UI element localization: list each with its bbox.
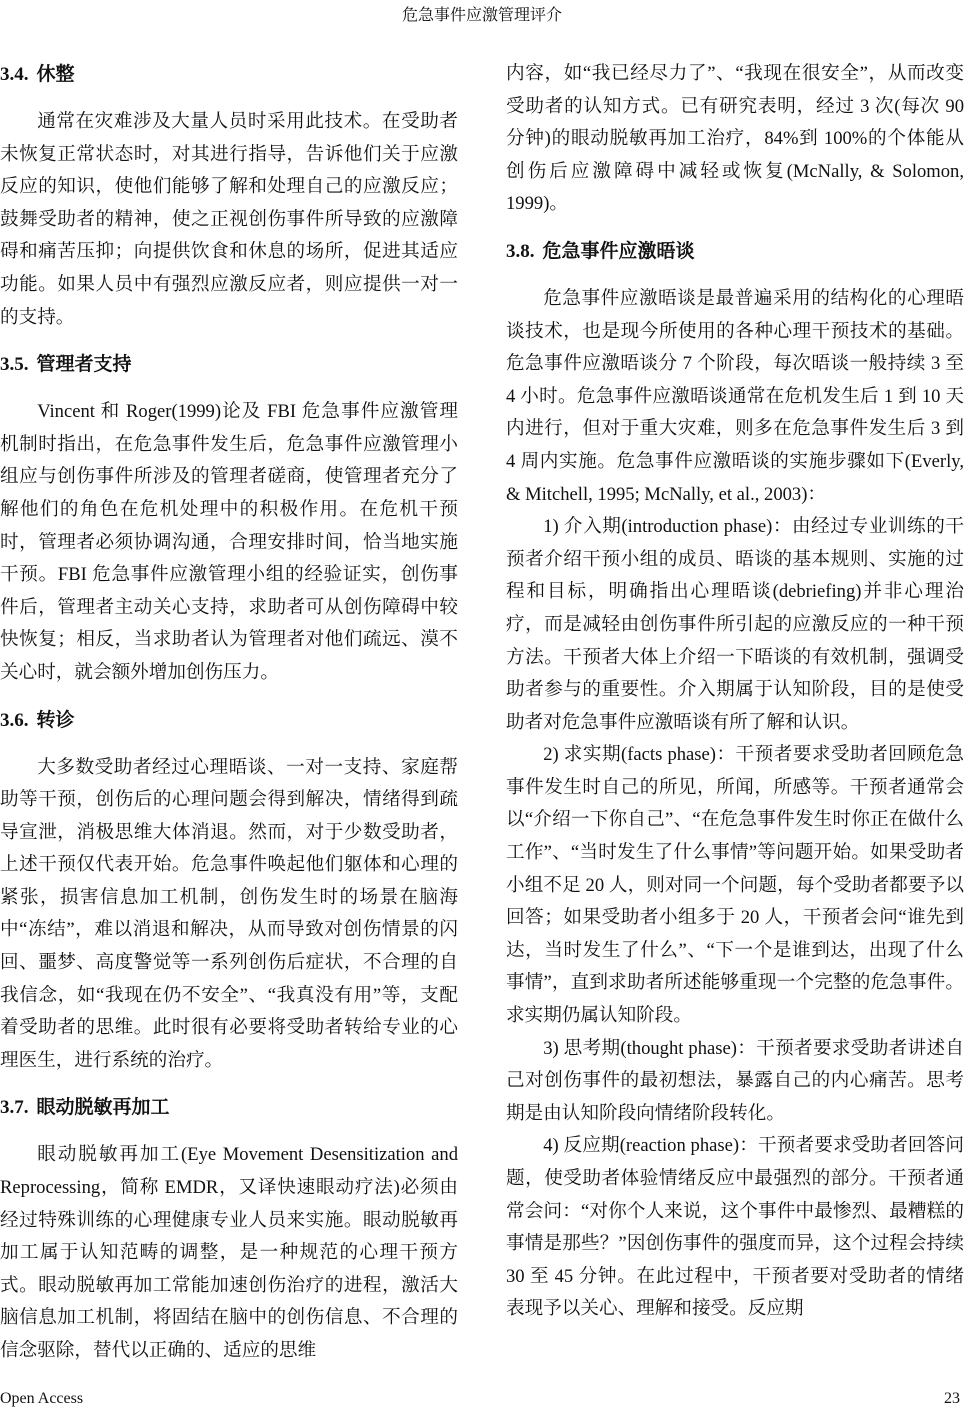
footer-page-number: 23	[944, 1390, 960, 1407]
section-heading	[0, 348, 458, 382]
section-number: 3.7.	[0, 1097, 29, 1119]
paragraph: 通常在灾难涉及大量人员时采用此技术。在受助者未恢复正常状态时，对其进行指导，告诉他们关于应激反应的知识，使他们能够了解和处理自己的应激反应；鼓舞受助者的精神，使之正视创伤事件所导致的应激障碍和痛苦压抑；向提供饮食和休息的场所，促进其适应功能。如果人员中有强烈应激反应者，则应提供一对一的支持。	[0, 111, 458, 328]
paragraph: 1) 介入期(introduction phase)：由经过专业训练的干预者介绍干预小组的成员、晤谈的基本规则、实施的过程和目标，明确指出心理晤谈(debriefing)并非心理治疗，而是减轻由创伤事件所引起的应激反应的一种干预方法。干预者大体上介绍一下晤谈的有效机制，强调受助者参与的重要性。介入期属于认知阶段，目的是使受助者对危急事件应激晤谈有所了解和认识。	[506, 516, 964, 733]
paragraph: 3) 思考期(thought phase)：干预者要求受助者讲述自己对创伤事件的最初想法，暴露自己的内心痛苦。思考期是由认知阶段向情绪阶段转化。	[506, 1037, 964, 1124]
paragraph: 大多数受助者经过心理晤谈、一对一支持、家庭帮助等干预，创伤后的心理问题会得到解决，情绪得到疏导宣泄，消极思维大体消退。然而，对于少数受助者，上述干预仅代表开始。危急事件唤起他们躯体和心理的紧张，损害信息加工机制，创伤发生时的场景在脑海中“冻结”，难以消退和解决，从而导致对创伤情景的闪回、噩梦、高度警觉等一系列创伤后症状，不合理的自我信念，如“我现在仍不安全”、“我真没有用”等，支配着受助者的思维。此时很有必要将受助者转给专业的心理医生，进行系统的治疗。	[0, 756, 458, 1071]
left-column	[0, 58, 458, 1368]
section-title: 眼动脱敏再加工	[36, 1097, 170, 1119]
section-heading	[0, 1091, 458, 1125]
section-number: 3.8.	[506, 240, 535, 262]
section-number: 3.5.	[0, 354, 29, 376]
right-column	[506, 58, 964, 1326]
running-title: 危急事件应激管理评介	[401, 7, 562, 24]
section-title: 转诊	[36, 709, 75, 731]
paragraph: 眼动脱敏再加工(Eye Movement Desensitization and Reprocessing，简称 EMDR，又译快速眼动疗法)必须由经过特殊训练的心理健康专业人员来实施。眼动脱敏再加工属于认知范畴的调整，是一种规范的心理干预方式。眼动脱敏再加工常能加速创伤治疗的进程，激活大脑信息加工机制，将固结在脑中的创伤信息、不合理的信念驱除，替代以正确的、适应的思维	[0, 1144, 458, 1361]
paragraph: 4) 反应期(reaction phase)：干预者要求受助者回答问题，使受助者体验情绪反应中最强烈的部分。干预者通常会问：“对你个人来说，这个事件中最惨烈、最糟糕的事情是那些？”因创伤事件的强度而异，这个过程会持续 30 至 45 分钟。在此过程中，干预者要对受助者的情绪表现予以关心、理解和接受。反应期	[506, 1135, 964, 1320]
paragraph: 危急事件应激晤谈是最普遍采用的结构化的心理晤谈技术，也是现今所使用的各种心理干预技术的基础。危急事件应激晤谈分 7 个阶段，每次晤谈一般持续 3 至 4 小时。危急事件应激晤谈通常在危机发生后 1 到 10 天内进行，但对于重大灾难，则多在危急事件发生后 3 到 4 周内实施。危急事件应激晤谈的实施步骤如下(Everly, & Mitchell, 1995; McNally, et al., 2003)：	[506, 287, 964, 505]
paragraph: 2) 求实期(facts phase)：干预者要求受助者回顾危急事件发生时自己的所见，所闻，所感等。干预者通常会以“介绍一下你自己”、“在危急事件发生时你正在做什么工作”、“当时发生了什么事情”等问题开始。如果受助者小组不足 20 人，则对同一个问题，每个受助者都要予以回答；如果受助者小组多于 20 人，干预者会问“谁先到达，当时发生了什么”、“下一个是谁到达，出现了什么事情”，直到求助者所述能够重现一个完整的危急事件。求实期仍属认知阶段。	[506, 744, 964, 1027]
section-heading	[506, 235, 964, 269]
section-heading	[0, 58, 458, 92]
section-title: 危急事件应激晤谈	[542, 240, 695, 262]
section-number: 3.6.	[0, 709, 29, 731]
paragraph: Vincent 和 Roger(1999)论及 FBI 危急事件应激管理机制时指出，在危急事件发生后，危急事件应激管理小组应与创伤事件所涉及的管理者磋商，使管理者充分了解他们的角色在危机处理中的积极作用。在危机干预时，管理者必须协调沟通，合理安排时间，恰当地实施干预。FBI 危急事件应激管理小组的经验证实，创伤事件后，管理者主动关心支持，求助者可从创伤障碍中较快恢复；相反，当求助者认为管理者对他们疏远、漠不关心时，就会额外增加创伤压力。	[0, 401, 458, 683]
section-heading	[0, 704, 458, 738]
paragraph: 内容，如“我已经尽力了”、“我现在很安全”，从而改变受助者的认知方式。已有研究表明，经过 3 次(每次 90 分钟)的眼动脱敏再加工治疗，84%到 100%的个体能从创伤后应激障碍中减轻或恢复(McNally, & Solomon, 1999)。	[506, 63, 964, 215]
footer-journal: Open Access	[0, 1390, 84, 1407]
section-number: 3.4.	[0, 64, 29, 85]
section-title: 休整	[36, 64, 75, 85]
section-title: 管理者支持	[36, 354, 132, 376]
